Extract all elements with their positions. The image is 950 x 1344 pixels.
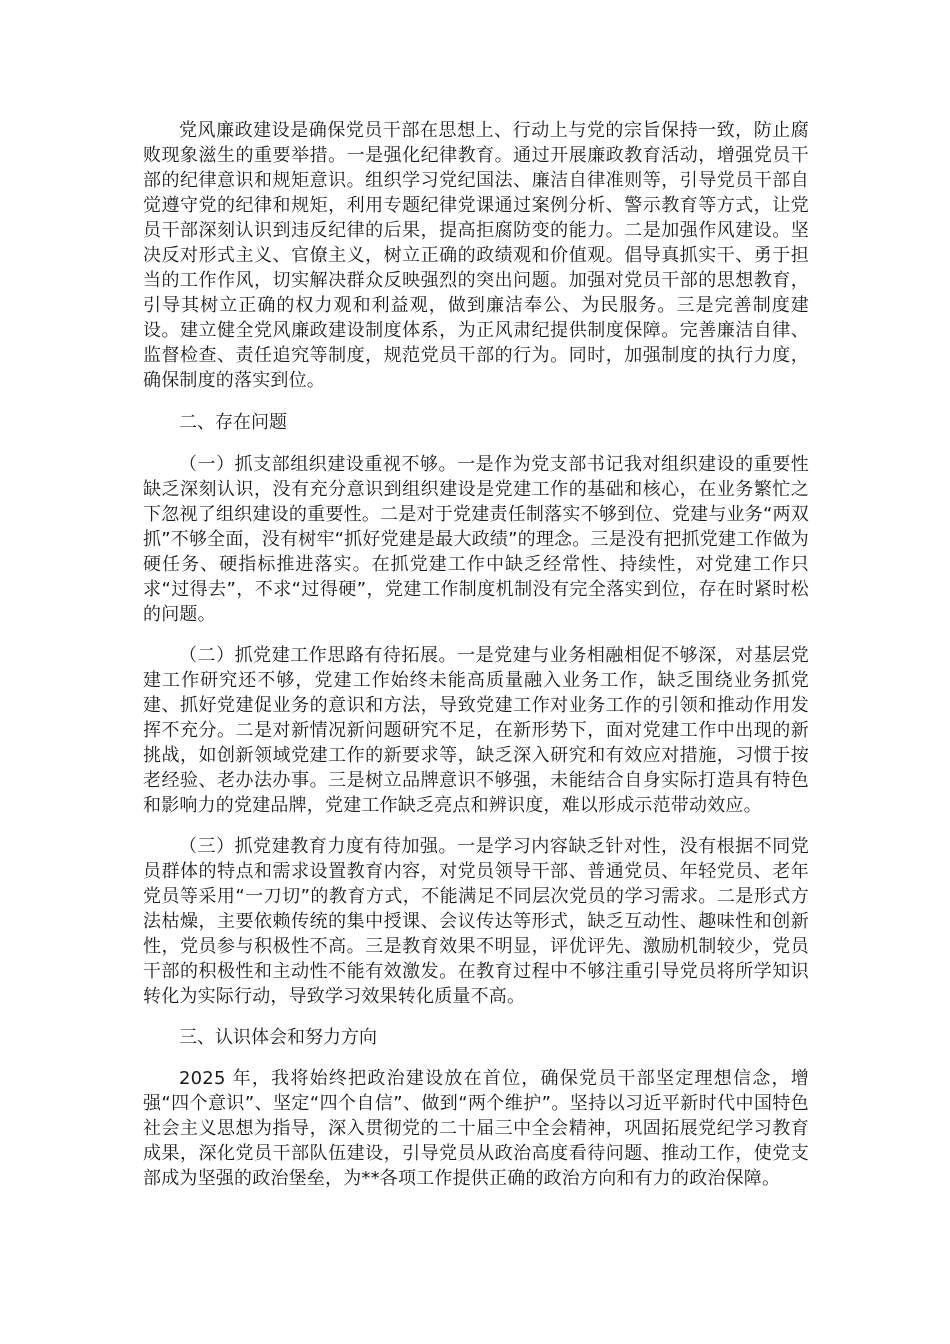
paragraph-party-discipline: 党风廉政建设是确保党员干部在思想上、行动上与党的宗旨保持一致，防止腐败现象滋生的重要举措。一是强化纪律教育。通过开展廉政教育活动，增强党员干部的纪律意识和规矩意识。组织学习党纪国法、廉洁自律准则等，引导党员干部自觉遵守党的纪律和规矩，利用专题纪律党课通过案例分析、警示教育等方式，让党员干部深刻认识到违反纪律的后果，提高拒腐防变的能力。二是加强作风建设。坚决反对形式主义、官僚主义，树立正确的政绩观和价值观。倡导真抓实干、勇于担当的工作作风，切实解决群众反映强烈的突出问题。加强对党员干部的思想教育，引导其树立正确的权力观和利益观，做到廉洁奉公、为民服务。三是完善制度建设。建立健全党风廉政建设制度体系，为正风肃纪提供制度保障。完善廉洁自律、监督检查、责任追究等制度，规范党员干部的行为。同时，加强制度的执行力度，确保制度的落实到位。: [143, 120, 809, 391]
section-heading-direction: 三、认识体会和努力方向: [179, 1027, 377, 1048]
document-page: [143, 118, 809, 1191]
section-heading-problems: 二、存在问题: [179, 412, 287, 433]
paragraph-problem-2: （二）抓党建工作思路有待拓展。一是党建与业务相融相促不够深，对基层党建工作研究还不够，党建工作始终未能高质量融入业务工作，缺乏围绕业务抓党建、抓好党建促业务的意识和方法，导致党建工作对业务工作的引领和推动作用发挥不充分。二是对新情况新问题研究不足，在新形势下，面对党建工作中出现的新挑战，如创新领域党建工作的新要求等，缺乏深入研究和有效应对措施，习惯于按老经验、老办法办事。三是树立品牌意识不够强，未能结合自身实际打造具有特色和影响力的党建品牌，党建工作缺乏亮点和辨识度，难以形成示范带动效应。: [143, 645, 809, 816]
paragraph-problem-1: （一）抓支部组织建设重视不够。一是作为党支部书记我对组织建设的重要性缺乏深刻认识，没有充分意识到组织建设是党建工作的基础和核心，在业务繁忙之下忽视了组织建设的重要性。二是对于党建责任制落实不够到位、党建与业务“两双抓”不够全面，没有树牢“抓好党建是最大政绩”的理念。三是没有把抓党建工作做为硬任务、硬指标推进落实。在抓党建工作中缺乏经常性、持续性，对党建工作只求“过得去”，不求“过得硬”，党建工作制度机制没有完全落实到位，存在时紧时松的问题。: [143, 454, 809, 625]
paragraph-problem-3: （三）抓党建教育力度有待加强。一是学习内容缺乏针对性，没有根据不同党员群体的特点和需求设置教育内容，对党员领导干部、普通党员、年轻党员、老年党员等采用“一刀切”的教育方式，不能满足不同层次党员的学习需求。二是形式方法枯燥，主要依赖传统的集中授课、会议传达等形式，缺乏互动性、趣味性和创新性，党员参与积极性不高。三是教育效果不明显，评优评先、激励机制较少，党员干部的积极性和主动性不能有效激发。在教育过程中不够注重引导党员将所学知识转化为实际行动，导致学习效果转化质量不高。: [143, 836, 809, 1007]
paragraph-direction: 2025 年，我将始终把政治建设放在首位，确保党员干部坚定理想信念，增强“四个意识”、坚定“四个自信”、做到“两个维护”。坚持以习近平新时代中国特色社会主义思想为指导，深入贯彻党的二十届三中全会精神，巩固拓展党纪学习教育成果，深化党员干部队伍建设，引导党员从政治高度看待问题、推动工作，使党支部成为坚强的政治堡垒，为**各项工作提供正确的政治方向和有力的政治保障。: [143, 1068, 809, 1189]
